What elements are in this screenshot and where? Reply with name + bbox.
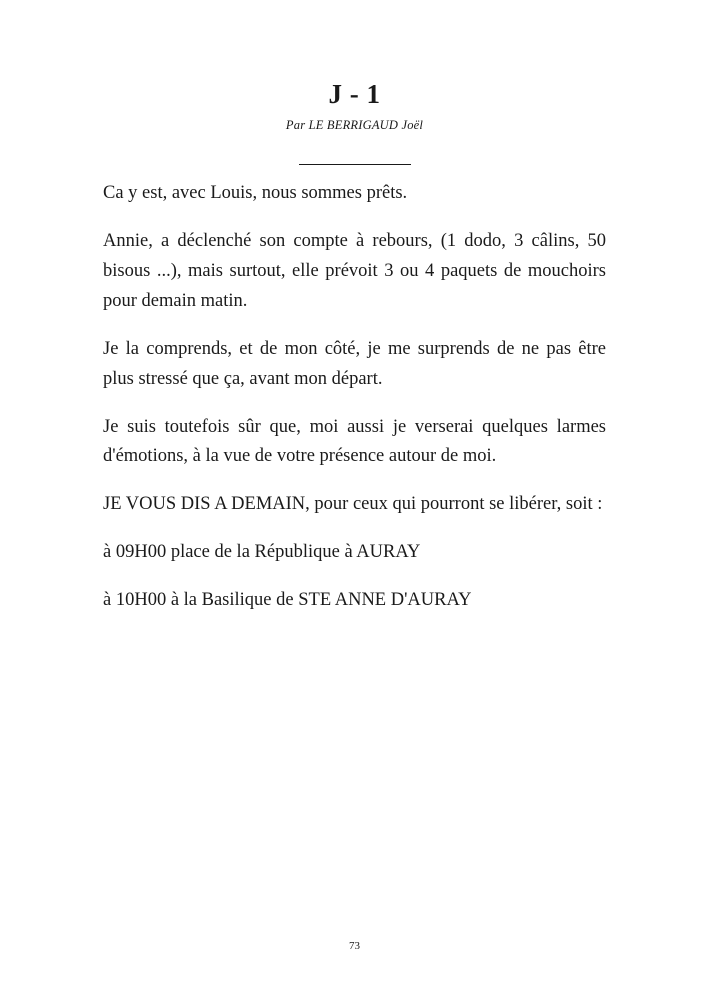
paragraph-1: Ca y est, avec Louis, nous sommes prêts.: [103, 182, 408, 203]
paragraph-6: à 09H00 place de la République à AURAY: [103, 542, 421, 563]
paragraph-7: à 10H00 à la Basilique de STE ANNE D'AURAY: [103, 590, 472, 611]
page-number: 73: [349, 940, 360, 952]
page-title: J - 1: [328, 79, 381, 109]
paragraph-2: Annie, a déclenché son compte à rebours, (1 dodo, 3 câlins, 50 bisous ...), mais surtout, elle prévoit 3 ou 4 paquets de mouchoirs pour demain matin.: [103, 230, 606, 311]
paragraph-4: Je suis toutefois sûr que, moi aussi je verserai quelques larmes d'émotions, à la vue de votre présence autour de moi.: [103, 416, 606, 467]
divider: [103, 155, 606, 173]
document-body: [103, 80, 606, 634]
horizontal-rule-icon: [299, 163, 411, 165]
paragraph-3: Je la comprends, et de mon côté, je me surprends de ne pas être plus stressé que ça, avant mon départ.: [103, 338, 606, 389]
author-byline: Par LE BERRIGAUD Joël: [285, 117, 424, 132]
paragraph-5: JE VOUS DIS A DEMAIN, pour ceux qui pourront se libérer, soit :: [103, 494, 603, 515]
